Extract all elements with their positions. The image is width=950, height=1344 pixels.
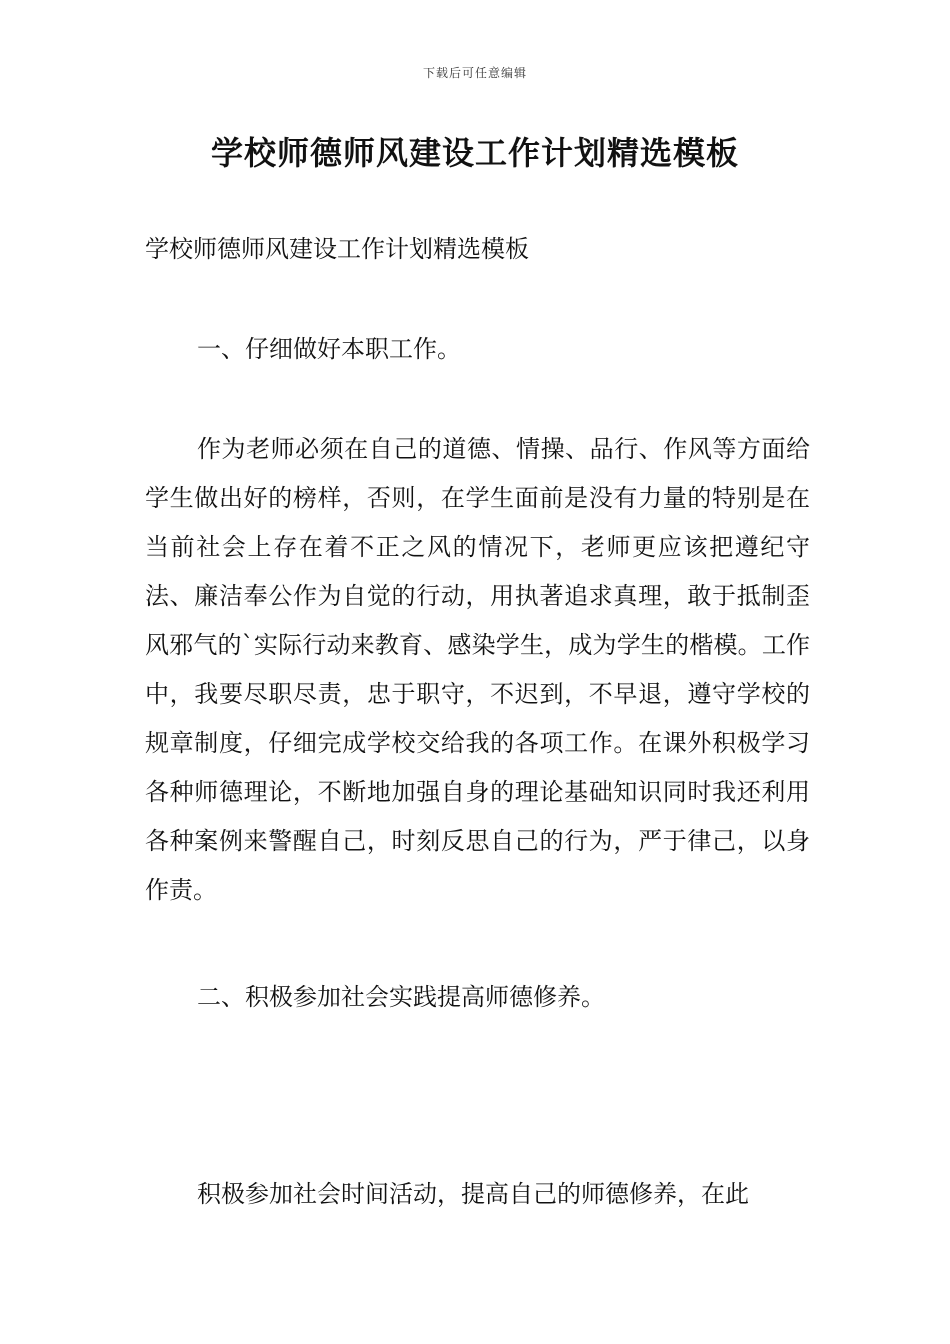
section-heading: 二、积极参加社会实践提高师德修养。 — [197, 983, 605, 1011]
document-subtitle: 学校师德师风建设工作计划精选模板 — [145, 235, 529, 263]
document-title: 学校师德师风建设工作计划精选模板 — [210, 134, 739, 172]
header-note: 下载后可任意编辑 — [422, 66, 527, 80]
section-heading: 一、仔细做好本职工作。 — [197, 335, 461, 363]
section-paragraph: 积极参加社会时间活动，提高自己的师德修养，在此 — [197, 1180, 749, 1208]
section-paragraph: 作为老师必须在自己的道德、情操、品行、作风等方面给学生做出好的榜样，否则，在学生面前是没有力量的特别是在当前社会上存在着不正之风的情况下，老师更应该把遵纪守法、廉洁奉公作为自觉的行动，用执著追求真理，敢于抵制歪风邪气的`实际行动来教育、感染学生，成为学生的楷模。工作中，我要尽职尽责，忠于职守，不迟到，不早退，遵守学校的规章制度，仔细完成学校交给我的各项工作。在课外积极学习各种师德理论，不断地加强自身的理论基础知识同时我还利用各种案例来警醒自己，时刻反思自己的行为，严于律己，以身作责。 — [145, 435, 810, 904]
